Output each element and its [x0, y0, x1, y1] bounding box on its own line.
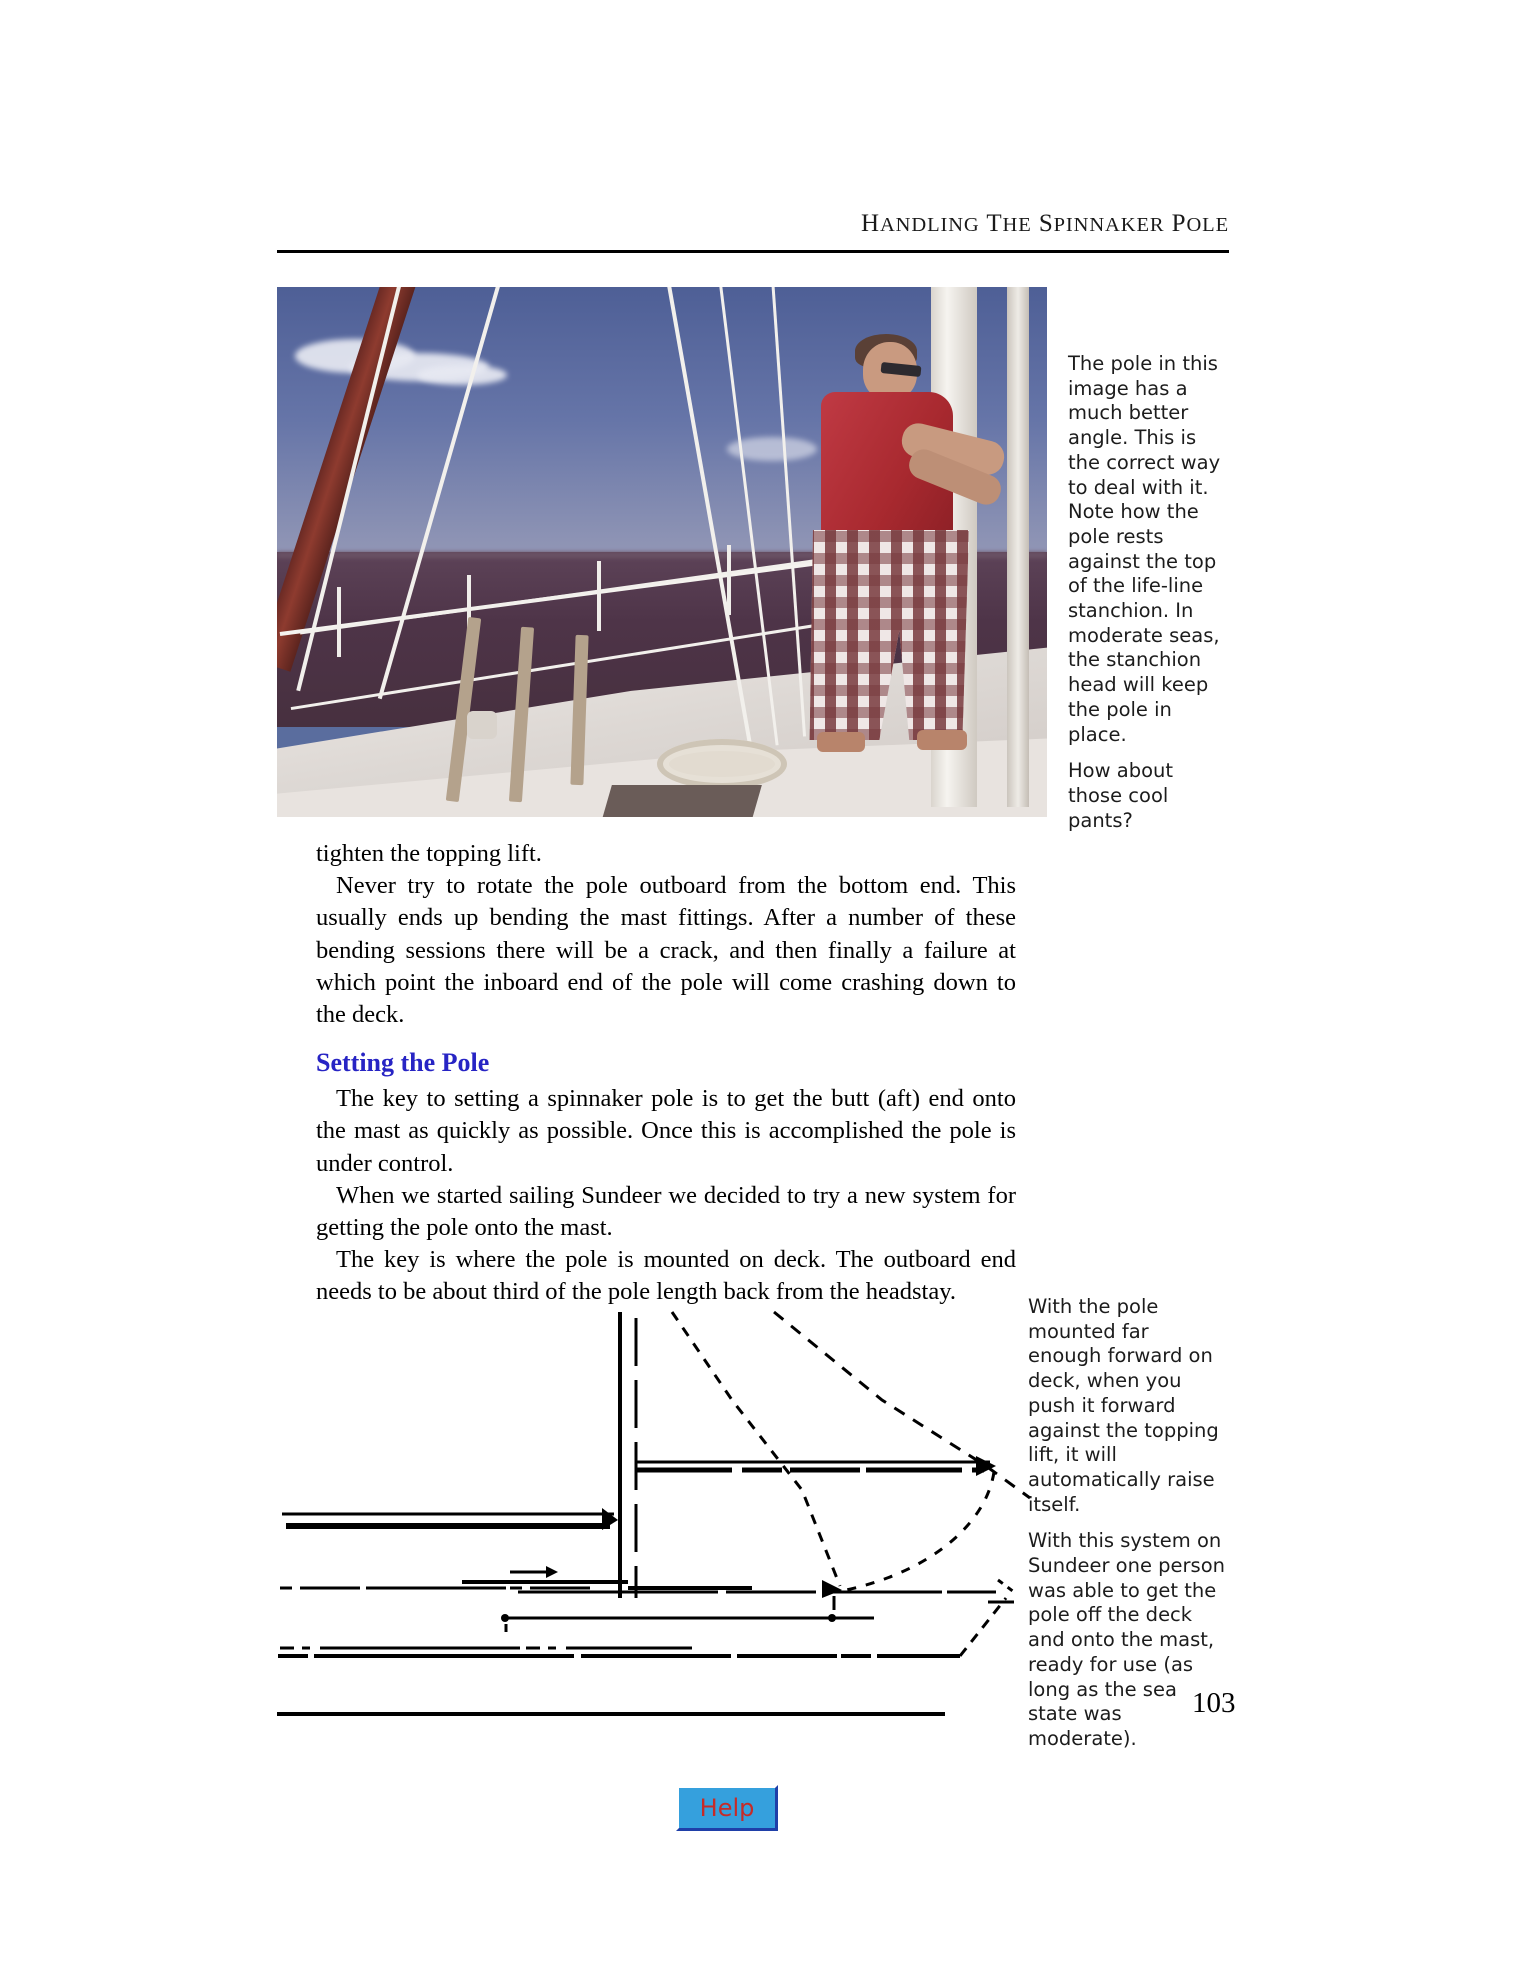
photo-caption-paragraph: How about those cool pants?: [1068, 759, 1174, 832]
photo-deck-hatch: [602, 785, 762, 817]
photo-caption: [1068, 352, 1226, 833]
running-head-text: HANDLING THE SPINNAKER POLE: [861, 210, 1229, 237]
footer-rule: [277, 1712, 945, 1716]
photo-sailor-checkered-pants: [803, 530, 969, 740]
header-rule: [277, 250, 1229, 253]
photo-stanchion: [337, 587, 341, 657]
photo-sailor: [797, 332, 1027, 752]
photo-sailor-foot: [917, 730, 967, 750]
diagram-caption: [1028, 1295, 1228, 1752]
photo-stanchion: [597, 561, 601, 631]
section-heading-setting-the-pole: Setting the Pole: [316, 1048, 490, 1078]
body-paragraph-5: The key is where the pole is mounted on deck. The outboard end needs to be about third of the pole length back from the headstay.: [316, 1246, 1016, 1306]
diagram-caption-paragraph: With the pole mounted far enough forward on deck, when you push it forward against the topping lift, it will automatically raise itself.: [1028, 1295, 1219, 1516]
body-paragraph-1: tighten the topping lift.: [316, 840, 542, 867]
photo-stanchion: [727, 545, 731, 615]
page-number: 103: [1192, 1687, 1236, 1719]
body-text-column: [316, 838, 1016, 1309]
sailboat-line-drawing: [262, 1280, 1032, 1680]
body-paragraph-3: The key to setting a spinnaker pole is to get the butt (aft) end onto the mast as quickly as possible. Once this is accomplished the pole is under control.: [316, 1085, 1016, 1177]
body-paragraph-2: Never try to rotate the pole outboard from the bottom end. This usually ends up bending the mast fittings. After a number of these bending sessions there will be a crack, and then finally a failure at which point the inboard end of the pole will come crashing down to the deck.: [316, 872, 1016, 1029]
photo-coiled-rope: [657, 739, 787, 789]
photo-deck-fitting: [467, 711, 497, 739]
diagram-caption-paragraph: With this system on Sundeer one person was able to get the pole off the deck and onto the mast, ready for use (as long as the sea state was moderate).: [1028, 1529, 1226, 1750]
sailing-photograph: [277, 287, 1047, 817]
help-button[interactable]: Help: [676, 1785, 778, 1831]
running-head: [277, 210, 1229, 238]
body-paragraph-4: When we started sailing Sundeer we decided to try a new system for getting the pole onto the mast.: [316, 1181, 1016, 1242]
photo-caption-paragraph: The pole in this image has a much better angle. This is the correct way to deal with it. Note how the pole rests against the top of the life-line stanchion. In moderate seas, the stanchion head will keep the pole in place.: [1068, 352, 1221, 746]
photo-cloud: [417, 365, 507, 385]
photo-sailor-foot: [817, 732, 865, 752]
